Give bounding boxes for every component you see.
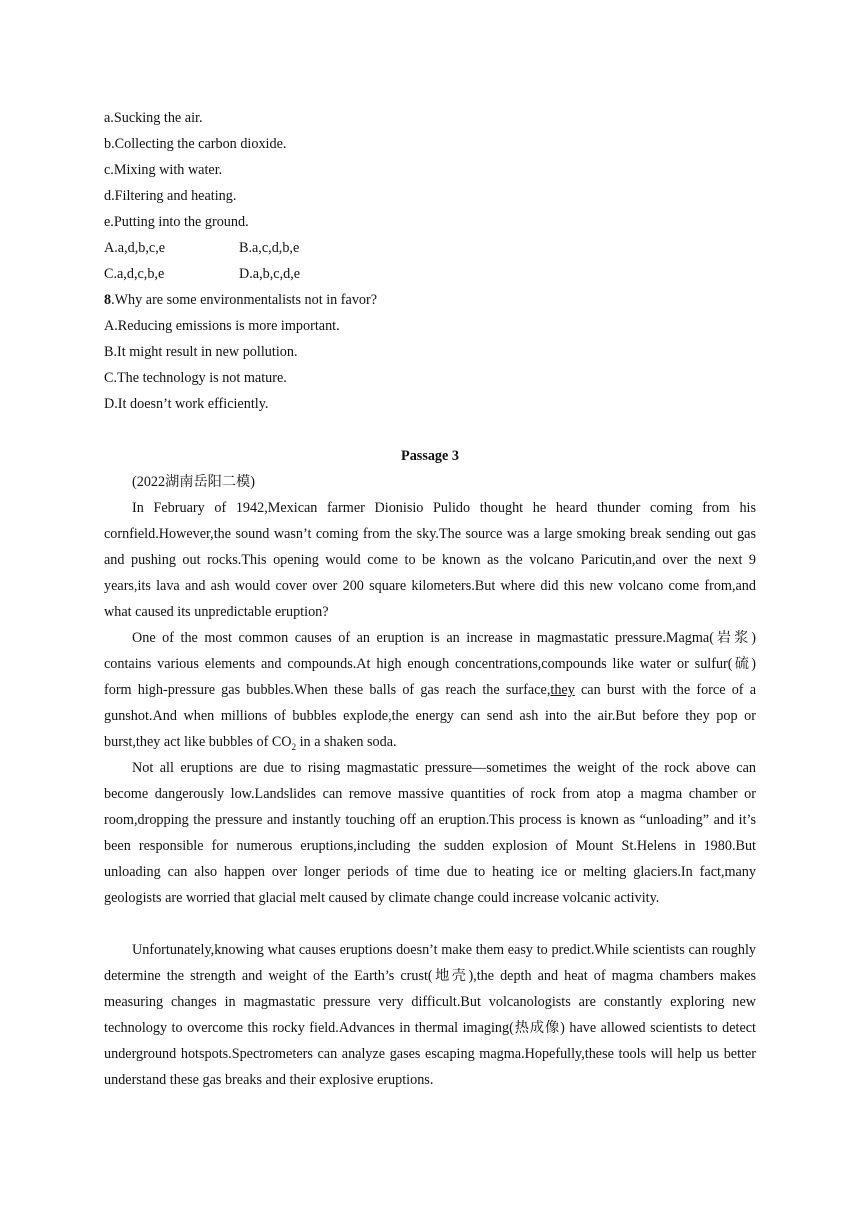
step-d: d.Filtering and heating. (104, 188, 237, 204)
paragraph-3: Not all eruptions are due to rising magmastatic pressure—sometimes the weight of the rock above can become dangerously low.Landslides can remove massive quantities of rock from atop a magma chamber or room,dropping the pressure and instantly touching off an eruption.This process is known as “unloading” and it’s been responsible for numerous eruptions,including the sudden explosion of Mount St.Helens in 1980.But unloading can also happen over longer periods of time due to heating ice or melting glaciers.In fact,many geologists are worried that glacial melt caused by climate change could increase volcanic activity. (104, 760, 756, 906)
co2-subscript: 2 (291, 741, 297, 752)
passage-title: Passage 3 (401, 448, 459, 464)
paragraph-2 (104, 625, 756, 755)
paragraph-2-part-3: in a shaken soda. (296, 734, 397, 750)
q8-number: 8 (104, 292, 112, 308)
q7-options-row-1 (104, 238, 300, 258)
underlined-word-they: they (550, 682, 575, 698)
q8-option-a[interactable]: A.Reducing emissions is more important. (104, 318, 340, 334)
q7-option-d[interactable]: D.a,b,c,d,e (239, 266, 301, 282)
q8-text: .Why are some environmentalists not in favor? (111, 292, 378, 308)
paragraph-4: Unfortunately,knowing what causes eruptions doesn’t make them easy to predict.While scientists can roughly determine the strength and weight of the Earth’s crust(地壳),the depth and heat of magma chambers makes measuring changes in magmastatic pressure very difficult.But volcanologists are constantly exploring new technology to overcome this rocky field.Advances in thermal imaging(热成像) have allowed scientists to detect underground hotspots.Spectrometers can analyze gases escaping magma.Hopefully,these tools will help us better understand these gas breaks and their explosive eruptions. (104, 942, 756, 1088)
step-c: c.Mixing with water. (104, 162, 223, 178)
q7-option-a[interactable]: A.a,d,b,c,e (104, 240, 166, 256)
paragraph-1: In February of 1942,Mexican farmer Dionisio Pulido thought he heard thunder coming from his cornfield.However,the sound wasn’t coming from the sky.The source was a large smoking break sending out gas and pushing out rocks.This opening would come to be known as the volcano Paricutin,and over the next 9 years,its lava and ash would cover over 200 square kilometers.But where did this new volcano come from,and what caused its unpredictable eruption? (104, 500, 756, 620)
q7-options-row-2 (104, 264, 301, 284)
step-a: a.Sucking the air. (104, 110, 203, 126)
q8-option-c[interactable]: C.The technology is not mature. (104, 370, 287, 386)
passage-source: (2022湖南岳阳二模) (132, 474, 255, 490)
paragraph-2-part-1: One of the most common causes of an eruption is an increase in magmastatic pressure.Magma(岩浆) contains various elements and compounds.At high enough concentrations,compounds like water or sulfur(硫) form high-pressure gas bubbles.When these balls of gas reach the surface, (104, 630, 756, 698)
q8-option-b[interactable]: B.It might result in new pollution. (104, 344, 298, 360)
q8-stem (104, 290, 377, 310)
step-b: b.Collecting the carbon dioxide. (104, 136, 287, 152)
paragraph-2-part-2: can burst with the force of a gunshot.And when millions of bubbles explode,the energy can send ash into the air.But before they pop or burst,they act like bubbles of CO (104, 682, 756, 750)
q8-option-d[interactable]: D.It doesn’t work efficiently. (104, 396, 269, 412)
q7-option-c[interactable]: C.a,d,c,b,e (104, 266, 165, 282)
step-e: e.Putting into the ground. (104, 214, 249, 230)
q7-option-b[interactable]: B.a,c,d,b,e (239, 240, 300, 256)
